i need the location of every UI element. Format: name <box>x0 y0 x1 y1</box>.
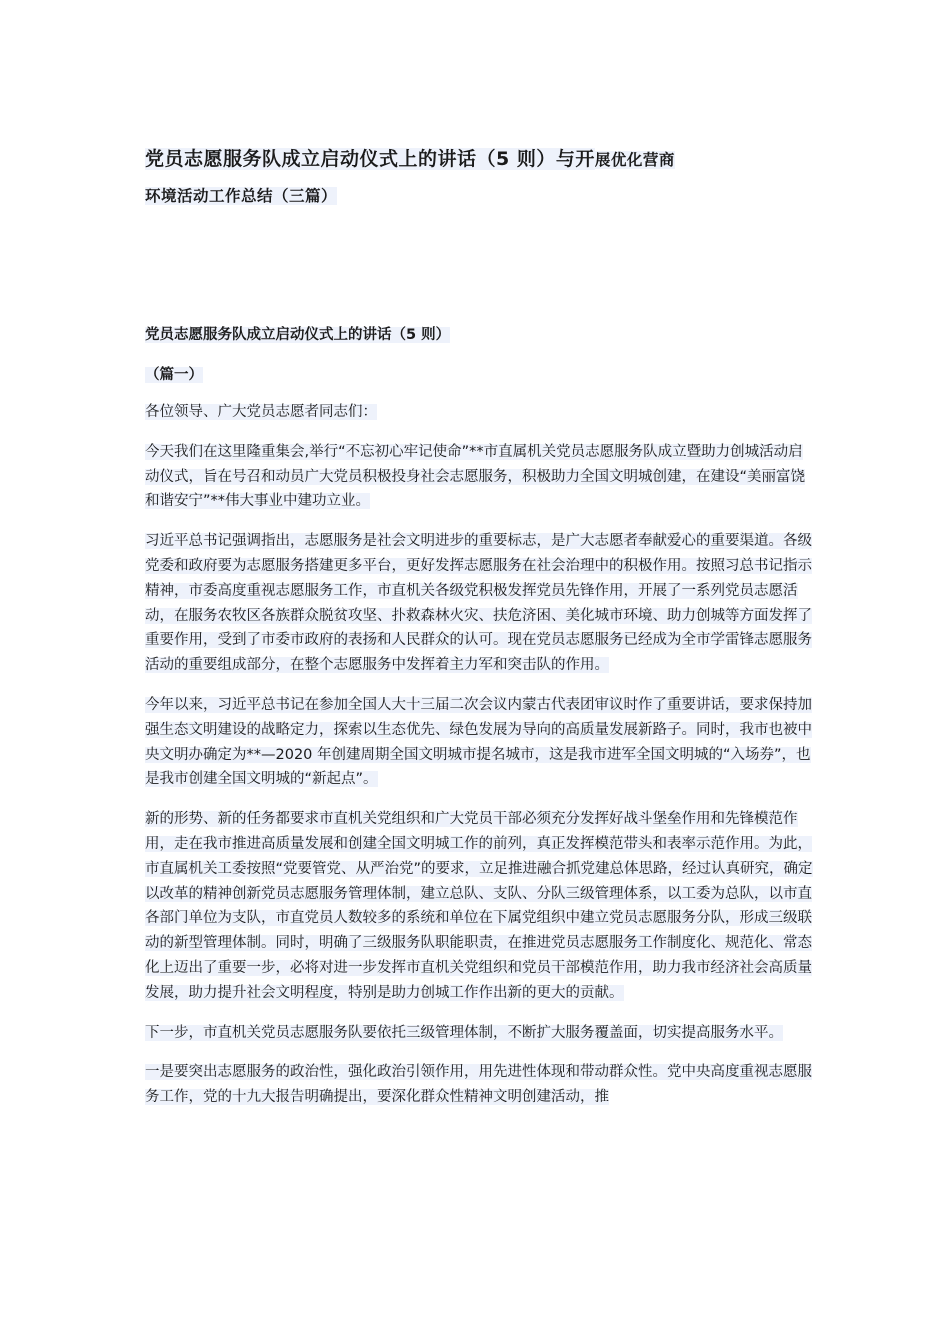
paragraph <box>145 693 815 792</box>
paragraph-text: 下一步，市直机关党员志愿服务队要依托三级管理体制，不断扩大服务覆盖面，切实提高服务水平。 <box>145 1024 783 1041</box>
paragraph <box>145 529 815 678</box>
subsection-title-text: （篇一） <box>145 367 203 383</box>
document-title <box>145 142 815 214</box>
paragraph-text: 今年以来，习近平总书记在参加全国人大十三届二次会议内蒙古代表团审议时作了重要讲话，要求保持加强生态文明建设的战略定力，探索以生态优先、绿色发展为导向的高质量发展新路子。同时，我市也被中央文明办确定为**—2020 年创建周期全国文明城市提名城市，这是我市进军全国文明城的“入场券”，也是我市创建全国文明城的“新起点”。 <box>145 696 812 788</box>
paragraph-text: 习近平总书记强调指出，志愿服务是社会文明进步的重要标志，是广大志愿者奉献爱心的重要渠道。各级党委和政府要为志愿服务搭建更多平台，更好发挥志愿服务在社会治理中的积极作用。按照习总书记指示精神，市委高度重视志愿服务工作，市直机关各级党积极发挥党员先锋作用，开展了一系列党员志愿活动，在服务农牧区各族群众脱贫攻坚、扑救森林火灾、扶危济困、美化城市环境、助力创城等方面发挥了重要作用，受到了市委市政府的表扬和人民群众的认可。现在党员志愿服务已经成为全市学雷锋志愿服务活动的重要组成部分，在整个志愿服务中发挥着主力军和突击队的作用。 <box>145 533 812 674</box>
title-main: 党员志愿服务队成立启动仪式上的讲话（5 则）与开 <box>145 148 595 170</box>
paragraph <box>145 1060 815 1110</box>
paragraph <box>145 440 815 514</box>
section-title-text: 党员志愿服务队成立启动仪式上的讲话（5 则） <box>145 327 451 343</box>
document-content <box>145 142 815 1106</box>
paragraph-text: 一是要突出志愿服务的政治性，强化政治引领作用，用先进性体现和带动群众性。党中央高度重视志愿服务工作，党的十九大报告明确提出，要深化群众性精神文明创建活动，推 <box>145 1064 812 1106</box>
section-title <box>145 324 450 346</box>
paragraph-text: 新的形势、新的任务都要求市直机关党组织和广大党员干部必须充分发挥好战斗堡垒作用和先锋模范作用，走在我市推进高质量发展和创建全国文明城工作的前列，真正发挥模范带头和表率示范作用。为此，市直属机关工委按照“党要管党、从严治党”的要求，立足推进融合抓党建总体思路，经过认真研究，确定以改革的精神创新党员志愿服务管理体制，建立总队、支队、分队三级管理体系，以工委为总队，以市直各部门单位为支队，市直党员人数较多的系统和单位在下属党组织中建立党员志愿服务分队，形成三级联动的新型管理体制。同时，明确了三级服务队职能职责，在推进党员志愿服务工作制度化、规范化、常态化上迈出了重要一步，必将对进一步发挥市直机关党组织和党员干部模范作用，助力我市经济社会高质量发展，助力提升社会文明程度，特别是助力创城工作作出新的更大的贡献。 <box>145 811 813 1001</box>
paragraph-salutation <box>145 400 815 425</box>
title-tail: 展优化营商 <box>594 151 675 169</box>
paragraph <box>145 807 815 1005</box>
paragraph-text: 今天我们在这里隆重集会,举行“不忘初心牢记使命”**市直属机关党员志愿服务队成立暨助力创城活动启动仪式，旨在号召和动员广大党员积极投身社会志愿服务，积极助力全国文明城创建，在建设“美丽富饶和谐安宁”**伟大事业中建功立业。 <box>145 443 806 510</box>
paragraph-text: 各位领导、广大党员志愿者同志们： <box>145 404 377 420</box>
paragraph <box>145 1021 815 1046</box>
subsection-title <box>145 364 203 386</box>
document-body <box>145 400 815 1125</box>
title-line2: 环境活动工作总结（三篇） <box>145 187 338 205</box>
